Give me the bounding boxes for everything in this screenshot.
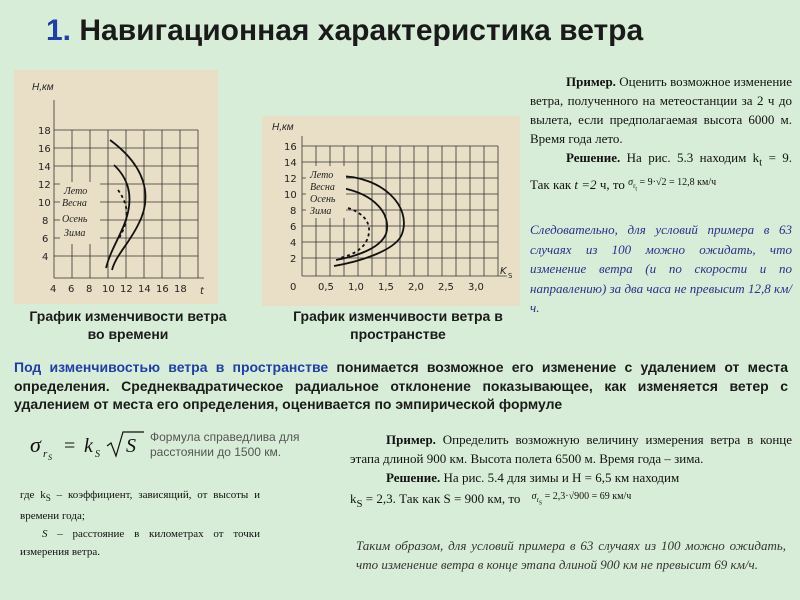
where-s-symbol: S xyxy=(42,528,48,541)
space-chart-ytick: 2 xyxy=(290,254,297,265)
space-chart-ytick: 6 xyxy=(290,222,297,233)
svg-text:k: k xyxy=(84,435,93,457)
space-chart-xlabel: K xyxy=(500,266,507,277)
time-chart-xtick: 4 xyxy=(50,284,57,295)
example1-text xyxy=(530,72,792,199)
space-chart-xlabel-sub: S xyxy=(508,272,513,280)
time-chart-xtick: 8 xyxy=(86,284,93,295)
space-chart-xtick: 3,0 xyxy=(468,282,484,293)
example1-solution-text: На рис. 5.3 находим k xyxy=(626,150,760,165)
time-chart-ytick: 12 xyxy=(38,180,51,191)
page-title xyxy=(46,14,643,48)
time-legend-summer: Лето xyxy=(64,186,88,197)
svg-text:=: = xyxy=(64,435,76,457)
space-chart-xtick: 1,0 xyxy=(348,282,364,293)
space-chart-xtick: 0 xyxy=(290,282,297,293)
conclusion2: Таким образом, для условий примера в 63 случаях из 100 можно ожидать, что изменение ветра в конце этапа длиной 900 км не превысит 69 км/ч. xyxy=(356,538,786,572)
space-chart-ytick: 8 xyxy=(290,206,297,217)
time-chart-svg xyxy=(14,70,218,304)
space-caption-line2: пространстве xyxy=(350,326,446,342)
time-chart-ytick: 4 xyxy=(42,252,49,263)
example2-body: Определить возможную величину измерения ветра в конце этапа длиной 900 км. Высота полета 6500 м. Время года – зима. xyxy=(350,432,792,466)
time-chart-ytick: 6 xyxy=(42,234,49,245)
conclusion1: Следовательно, для условий примера в 63 случаях из 100 можно ожидать, что изменение ветра (и по скорости и по направлению) за два часа не превысит 12,8 км/ч. xyxy=(530,222,792,315)
svg-text:S: S xyxy=(48,453,52,462)
svg-text:σ: σ xyxy=(30,432,41,457)
example2-label: Пример. xyxy=(386,432,436,447)
time-caption-line1: График изменчивости ветра xyxy=(29,308,227,324)
time-legend-spring: Весна xyxy=(62,198,87,209)
time-chart-xtick: 6 xyxy=(68,284,75,295)
example2-formula-text: = 2,3·√900 = 69 км/ч xyxy=(544,491,632,502)
time-chart-xtick: 12 xyxy=(120,284,133,295)
space-chart-caption xyxy=(270,307,526,343)
time-legend-autumn: Осень xyxy=(62,214,88,225)
space-caption-line1: График изменчивости ветра в xyxy=(293,308,503,324)
title-number: 1. xyxy=(46,14,72,47)
time-chart-xtick: 10 xyxy=(102,284,115,295)
example2-formula: $\sigma_{r_S} = 2,3\cdot√900 = 69$ км/ч xyxy=(531,491,632,507)
space-chart-ytick: 10 xyxy=(284,190,297,201)
title-text: Навигационная характеристика ветра xyxy=(79,14,644,47)
svg-text:S: S xyxy=(126,435,136,457)
example1-solution-text2: = 9. Так как xyxy=(530,150,793,192)
space-chart-ytick: 14 xyxy=(284,158,297,169)
space-chart-xtick: 0,5 xyxy=(318,282,334,293)
example2-text xyxy=(350,430,792,514)
example1-t-value: t =2 xyxy=(574,176,597,192)
formula-legend xyxy=(20,486,260,561)
time-chart-ytick: 16 xyxy=(38,144,51,155)
time-caption-line2: во времени xyxy=(87,326,169,342)
space-legend-spring: Весна xyxy=(310,182,335,193)
time-variability-chart xyxy=(14,70,218,304)
time-chart-xtick: 16 xyxy=(156,284,169,295)
time-legend-winter: Зима xyxy=(64,228,86,239)
time-chart-ytick: 10 xyxy=(38,198,51,209)
svg-text:r: r xyxy=(43,448,48,460)
example2-line3-text: = 2,3. Так как S = 900 км, то xyxy=(362,491,521,507)
example1-body: Оценить возможное изменение ветра, полученного на метеостанции за 2 ч до вылета, если предполагаемая высота 6000 м. Время года лето. xyxy=(530,74,792,146)
space-chart-ytick: 12 xyxy=(284,174,297,185)
example1-solution-text3: ч, то xyxy=(599,176,625,192)
example1-label: Пример. xyxy=(566,74,616,89)
time-chart-xtick: 18 xyxy=(174,284,187,295)
space-chart-ytick: 16 xyxy=(284,142,297,153)
time-chart-xlabel: t xyxy=(200,286,204,297)
where-line1: где k xyxy=(20,489,46,501)
example1-solution-label: Решение. xyxy=(566,150,621,165)
time-chart-ytick: 14 xyxy=(38,162,51,173)
svg-text:S: S xyxy=(95,449,100,460)
time-chart-ytick: 8 xyxy=(42,216,49,227)
example1-kt-sub: t xyxy=(759,156,763,169)
where-line2-rest: – расстояние в километрах от точки измерения ветра. xyxy=(20,528,260,559)
space-chart-svg xyxy=(262,116,520,306)
example2-ks-sub: S xyxy=(356,497,363,510)
time-chart-ylabel: H,км xyxy=(32,82,54,93)
example2-solution-text: На рис. 5.4 для зимы и H = 6,5 км находим xyxy=(443,470,680,485)
space-chart-xtick: 1,5 xyxy=(378,282,394,293)
time-chart-ytick: 18 xyxy=(38,126,51,137)
space-chart-xtick: 2,0 xyxy=(408,282,424,293)
example2-solution-label: Решение. xyxy=(386,470,441,485)
time-chart-caption xyxy=(10,307,246,343)
space-variability-chart xyxy=(262,116,520,306)
definition-rest: понимается возможное его изменение с удалением от места определения. Среднеквадратическое радиальное отклонение показывающее, как изменяется ветер с удалением от места его определения, оценивается по эмпирической формуле xyxy=(14,359,789,412)
example2-ks: k xyxy=(350,491,357,507)
example1-formula-text: = 9·√2 = 12,8 км/ч xyxy=(639,176,717,188)
space-legend-summer: Лето xyxy=(310,170,334,181)
where-ks-sub: S xyxy=(45,493,51,504)
space-chart-ylabel: H,км xyxy=(272,122,294,133)
time-chart-xtick: 14 xyxy=(138,284,151,295)
space-legend-winter: Зима xyxy=(310,206,332,217)
definition-highlight: Под изменчивостью ветра в пространстве xyxy=(14,359,329,375)
formula-note: Формула справедлива для расстоянии до 1500 км. xyxy=(150,430,300,459)
empirical-formula xyxy=(28,428,148,462)
space-legend-autumn: Осень xyxy=(310,194,336,205)
definition-paragraph xyxy=(14,358,788,414)
space-chart-ytick: 4 xyxy=(290,238,297,249)
space-chart-xtick: 2,5 xyxy=(438,282,454,293)
example1-formula: $\sigma_{r_t} = 9\cdot√2 = 12,8$ км/ч xyxy=(628,176,717,192)
where-line1-rest: – коэффициент, зависящий, от высоты и времени года; xyxy=(20,489,260,523)
